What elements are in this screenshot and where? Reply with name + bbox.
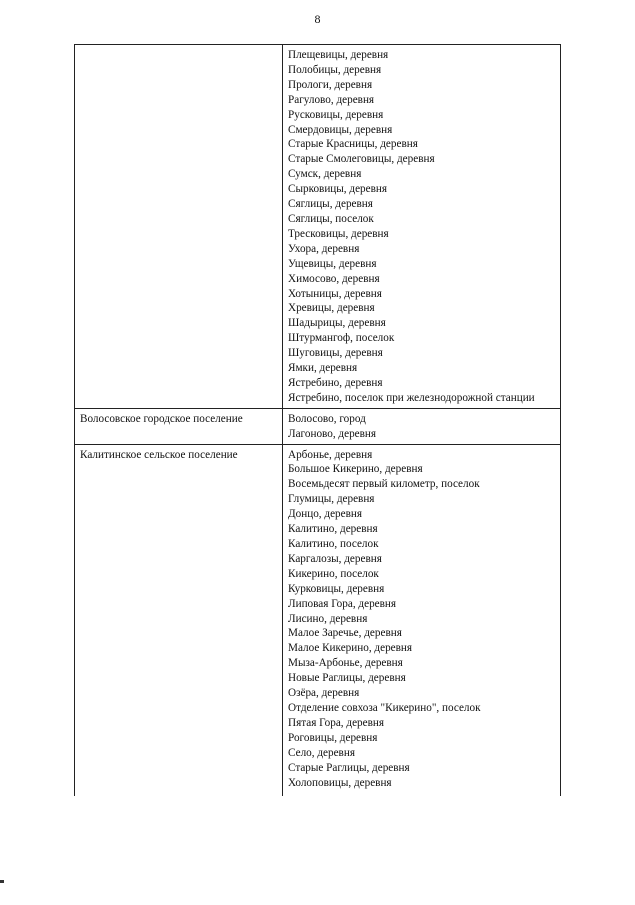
table-row	[75, 45, 561, 409]
settlement-item: Ястребино, деревня	[288, 376, 383, 389]
settlement-item: Новые Раглицы, деревня	[288, 672, 406, 685]
settlement-item: Малое Заречье, деревня	[288, 627, 402, 640]
settlement-item: Шуговицы, деревня	[288, 347, 383, 360]
settlement-item: Полобицы, деревня	[288, 63, 382, 76]
settlement-item: Волосово, город	[288, 412, 366, 425]
settlement-item: Восемьдесят первый километр, поселок	[288, 478, 480, 491]
settlement-item: Прологи, деревня	[288, 78, 373, 91]
settlement-item: Хревицы, деревня	[288, 302, 375, 315]
settlements-cell	[283, 408, 561, 444]
settlement-item: Озёра, деревня	[288, 687, 360, 700]
settlement-item: Лисино, деревня	[288, 612, 368, 625]
page-number: 8	[314, 12, 321, 26]
settlement-item: Сумск, деревня	[288, 168, 362, 181]
settlement-item: Кикерино, поселок	[288, 567, 379, 580]
settlement-item: Старые Раглицы, деревня	[288, 761, 410, 774]
settlement-item: Курковицы, деревня	[288, 582, 385, 595]
settlement-item: Старые Смолеговицы, деревня	[288, 153, 435, 166]
settlement-item: Сяглицы, поселок	[288, 212, 374, 225]
settlements-cell	[283, 444, 561, 796]
settlement-item: Смердовицы, деревня	[288, 123, 393, 136]
settlement-item: Ухора, деревня	[288, 242, 360, 255]
settlement-item: Калитино, поселок	[288, 538, 379, 550]
settlement-item: Ямки, деревня	[288, 362, 358, 375]
settlement-item: Пятая Гора, деревня	[288, 716, 385, 729]
settlement-item: Шадырицы, деревня	[288, 317, 386, 330]
settlement-item: Штурмангоф, поселок	[288, 332, 395, 345]
table-row	[75, 444, 561, 796]
table-row	[75, 408, 561, 444]
district-name-cell	[75, 444, 283, 796]
settlement-item: Хотыницы, деревня	[288, 287, 382, 300]
settlement-item: Малое Кикерино, деревня	[288, 642, 413, 655]
settlement-item: Ущевицы, деревня	[288, 257, 377, 270]
settlement-item: Калитино, деревня	[288, 523, 378, 536]
settlement-item: Ястребино, поселок при железнодорожной станции	[288, 391, 535, 404]
settlement-item: Холоповицы, деревня	[288, 776, 392, 789]
settlement-item: Мыза-Арбонье, деревня	[288, 657, 403, 670]
settlement-item: Старые Красницы, деревня	[288, 138, 418, 151]
settlement-item: Тресковицы, деревня	[288, 227, 389, 240]
district-name-cell	[75, 408, 283, 444]
settlement-item: Лагоново, деревня	[288, 427, 377, 440]
settlement-item: Село, деревня	[288, 746, 355, 759]
settlement-item: Химосово, деревня	[288, 272, 380, 285]
settlement-item: Сяглицы, деревня	[288, 198, 373, 211]
settlement-item: Донцо, деревня	[288, 508, 363, 521]
settlement-item: Большое Кикерино, деревня	[288, 463, 423, 476]
settlement-item: Арбонье, деревня	[288, 448, 373, 461]
district-name-cell	[75, 45, 283, 409]
settlement-item: Роговицы, деревня	[288, 731, 378, 744]
district-name: Волосовское городское поселение	[80, 412, 243, 425]
settlement-item: Плещевицы, деревня	[288, 49, 389, 61]
settlement-item: Сырковицы, деревня	[288, 183, 388, 196]
settlement-item: Глумицы, деревня	[288, 493, 375, 506]
settlement-item: Липовая Гора, деревня	[288, 597, 397, 610]
settlement-item: Рагулово, деревня	[288, 93, 375, 106]
table-body	[75, 45, 561, 797]
settlements-table	[74, 44, 561, 796]
settlement-item: Отделение совхоза "Кикерино", поселок	[288, 701, 481, 714]
settlement-item: Русковицы, деревня	[288, 108, 384, 121]
settlement-item: Каргалозы, деревня	[288, 552, 382, 565]
district-name: Калитинское сельское поселение	[80, 448, 238, 461]
settlements-cell	[283, 45, 561, 409]
scan-edge-mark	[0, 880, 4, 883]
